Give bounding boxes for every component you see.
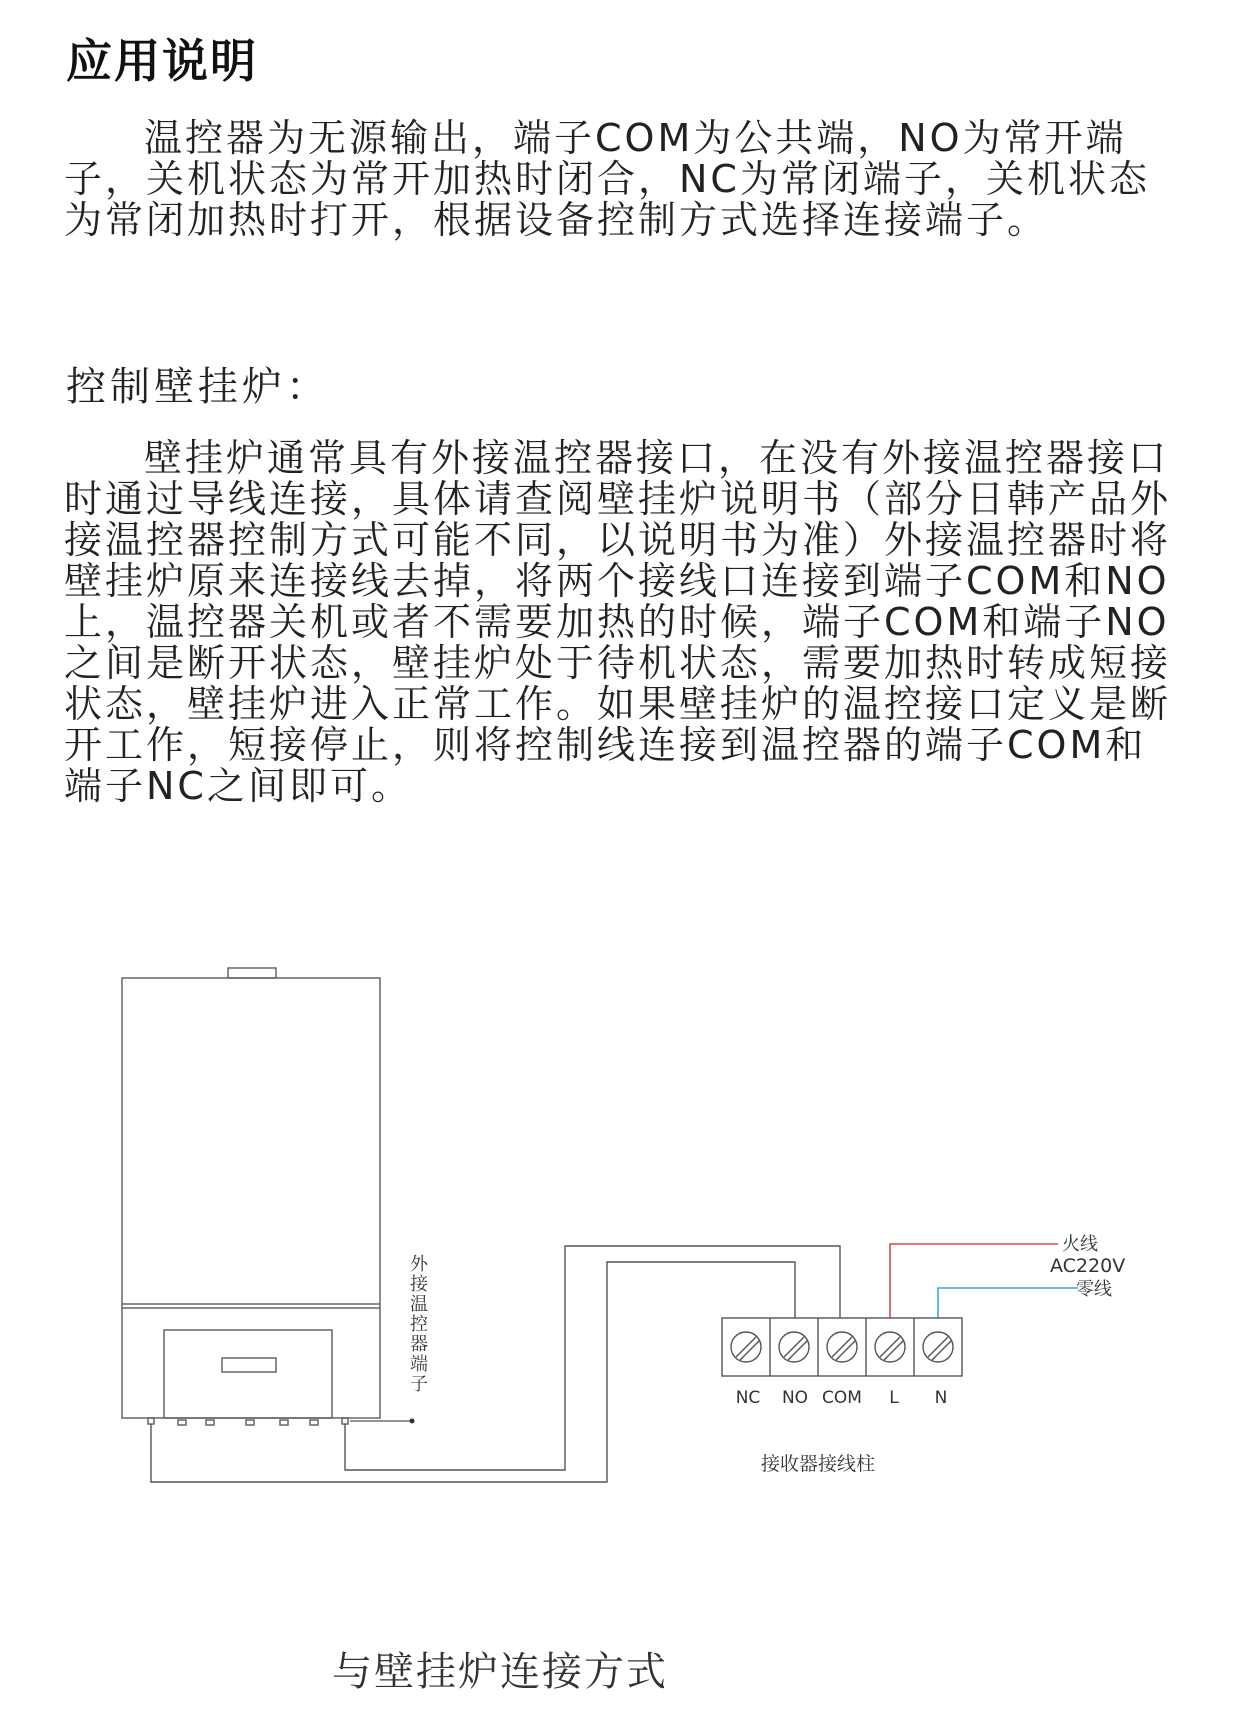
boiler-port-7 <box>342 1418 348 1424</box>
neutral-wire <box>938 1288 1078 1318</box>
voltage-label: AC220V <box>1050 1255 1126 1277</box>
intro-paragraph: 温控器为无源输出，端子COM为公共端，NO为常开端子，关机状态为常开加热时闭合，NC为常闭端子，关机状态为常闭加热时打开，根据设备控制方式选择连接端子。 <box>64 116 1150 242</box>
terminal-label-l: L <box>889 1388 899 1408</box>
figure-caption: 与壁挂炉连接方式 <box>332 1649 668 1695</box>
wiring-diagram <box>0 940 1240 1500</box>
terminal-labels <box>736 1388 948 1408</box>
boiler-top-cap <box>228 968 276 978</box>
boiler-port-1 <box>148 1418 154 1424</box>
boiler-unit <box>122 968 380 1425</box>
boiler-port-5 <box>280 1420 288 1425</box>
label-char: 控 <box>410 1314 428 1335</box>
screw-n <box>923 1332 953 1362</box>
section-body: 壁挂炉通常具有外接温控器接口，在没有外接温控器接口时通过导线连接，具体请查阅壁挂炉说明书（部分日韩产品外接温控器控制方式可能不同，以说明书为准）外接温控器时将壁挂炉原来连接线去掉，将两个接线口连接到端子COM和NO上，温控器关机或者不需要加热的时候，端子COM和端子NO之间是断开状态，壁挂炉处于待机状态，需要加热时转成短接状态，壁挂炉进入正常工作。如果壁挂炉的温控接口定义是断开工作，短接停止，则将控制线连接到温控器的端子COM和端子NC之间即可。 <box>64 436 1172 808</box>
neutral-label: 零线 <box>1076 1279 1112 1300</box>
section-heading: 控制壁挂炉： <box>66 364 330 410</box>
terminal-block <box>722 1318 962 1376</box>
boiler-body <box>122 978 380 1418</box>
screw-l <box>875 1332 905 1362</box>
label-char: 接 <box>410 1274 428 1295</box>
boiler-terminal-label <box>410 1254 429 1395</box>
boiler-port-4 <box>246 1420 254 1425</box>
control-wires <box>151 1246 840 1482</box>
label-char: 端 <box>410 1354 428 1375</box>
terminal-pointer <box>350 1419 415 1424</box>
boiler-port-2 <box>178 1420 186 1425</box>
boiler-control-panel <box>164 1330 332 1418</box>
screw-nc <box>731 1332 761 1362</box>
live-label: 火线 <box>1062 1234 1098 1255</box>
boiler-display <box>222 1358 276 1372</box>
terminal-block-label: 接收器接线柱 <box>760 1453 876 1475</box>
boiler-port-6 <box>310 1420 318 1425</box>
boiler-port-3 <box>206 1420 214 1425</box>
label-char: 外 <box>410 1254 428 1275</box>
terminal-label-n: N <box>934 1388 948 1408</box>
terminal-label-nc: NC <box>735 1388 761 1408</box>
screw-no <box>779 1332 809 1362</box>
terminal-label-no: NO <box>781 1388 809 1408</box>
live-wire <box>890 1244 1058 1318</box>
screw-com <box>827 1332 857 1362</box>
label-char: 器 <box>410 1334 428 1355</box>
label-char: 子 <box>410 1374 428 1395</box>
page-title: 应用说明 <box>66 34 258 88</box>
terminal-label-com: COM <box>822 1388 862 1408</box>
label-char: 温 <box>410 1294 428 1315</box>
